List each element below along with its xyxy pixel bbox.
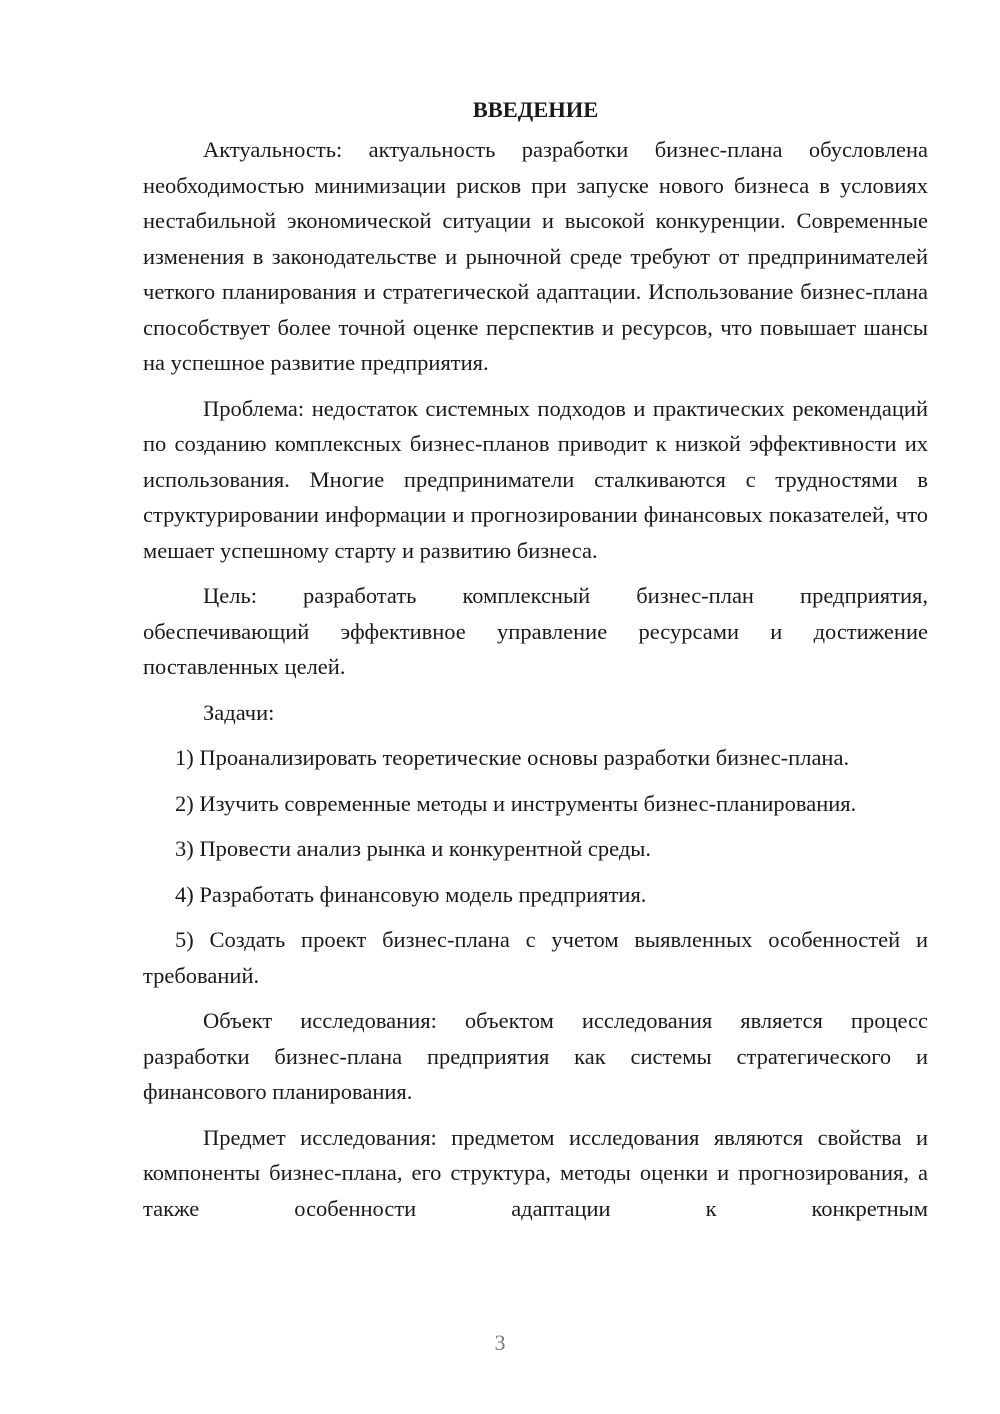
paragraph-object: Объект исследования: объектом исследования является процесс разработки бизнес-плана предприятия как системы стратегического и финансового планирования. [143,1008,928,1104]
paragraph-problem: Проблема: недостаток системных подходов и практических рекомендаций по созданию комплексных бизнес-планов приводит к низкой эффективности их использования. Многие предприниматели сталкиваются с трудностями в структурировании информации и прогнозировании финансовых показателей, что мешает успешному старту и развитию бизнеса. [143,395,928,563]
task-item-1: 1) Проанализировать теоретические основы разработки бизнес-плана. [175,745,850,770]
paragraph-relevance: Актуальность: актуальность разработки бизнес-плана обусловлена необходимостью минимизации рисков при запуске нового бизнеса в условиях нестабильной экономической ситуации и высокой конкуренции. Современные изменения в законодательстве и рыночной среде требуют от предпринимателей четкого планирования и стратегической адаптации. Использование бизнес-плана способствует более точной оценке перспектив и ресурсов, что повышает шансы на успешное развитие предприятия. [143,137,928,375]
page-title: ВВЕДЕНИЕ [472,97,599,122]
paragraph-subject: Предмет исследования: предметом исследования являются свойства и компоненты бизнес-плана, его структура, методы оценки и прогнозирования, а также особенности адаптации к конкретным [143,1124,928,1221]
task-item-5: 5) Создать проект бизнес-плана с учетом выявленных особенностей и требований. [143,927,928,988]
task-item-3: 3) Провести анализ рынка и конкурентной среды. [175,836,652,861]
page-content [143,92,928,1236]
page-number: 3 [494,1330,506,1355]
task-item-2: 2) Изучить современные методы и инструменты бизнес-планирования. [175,790,857,816]
task-item-4: 4) Разработать финансовую модель предприятия. [175,881,647,907]
tasks-label: Задачи: [203,699,275,725]
paragraph-goal: Цель: разработать комплексный бизнес-план предприятия, обеспечивающий эффективное управление ресурсами и достижение поставленных целей. [143,583,928,679]
